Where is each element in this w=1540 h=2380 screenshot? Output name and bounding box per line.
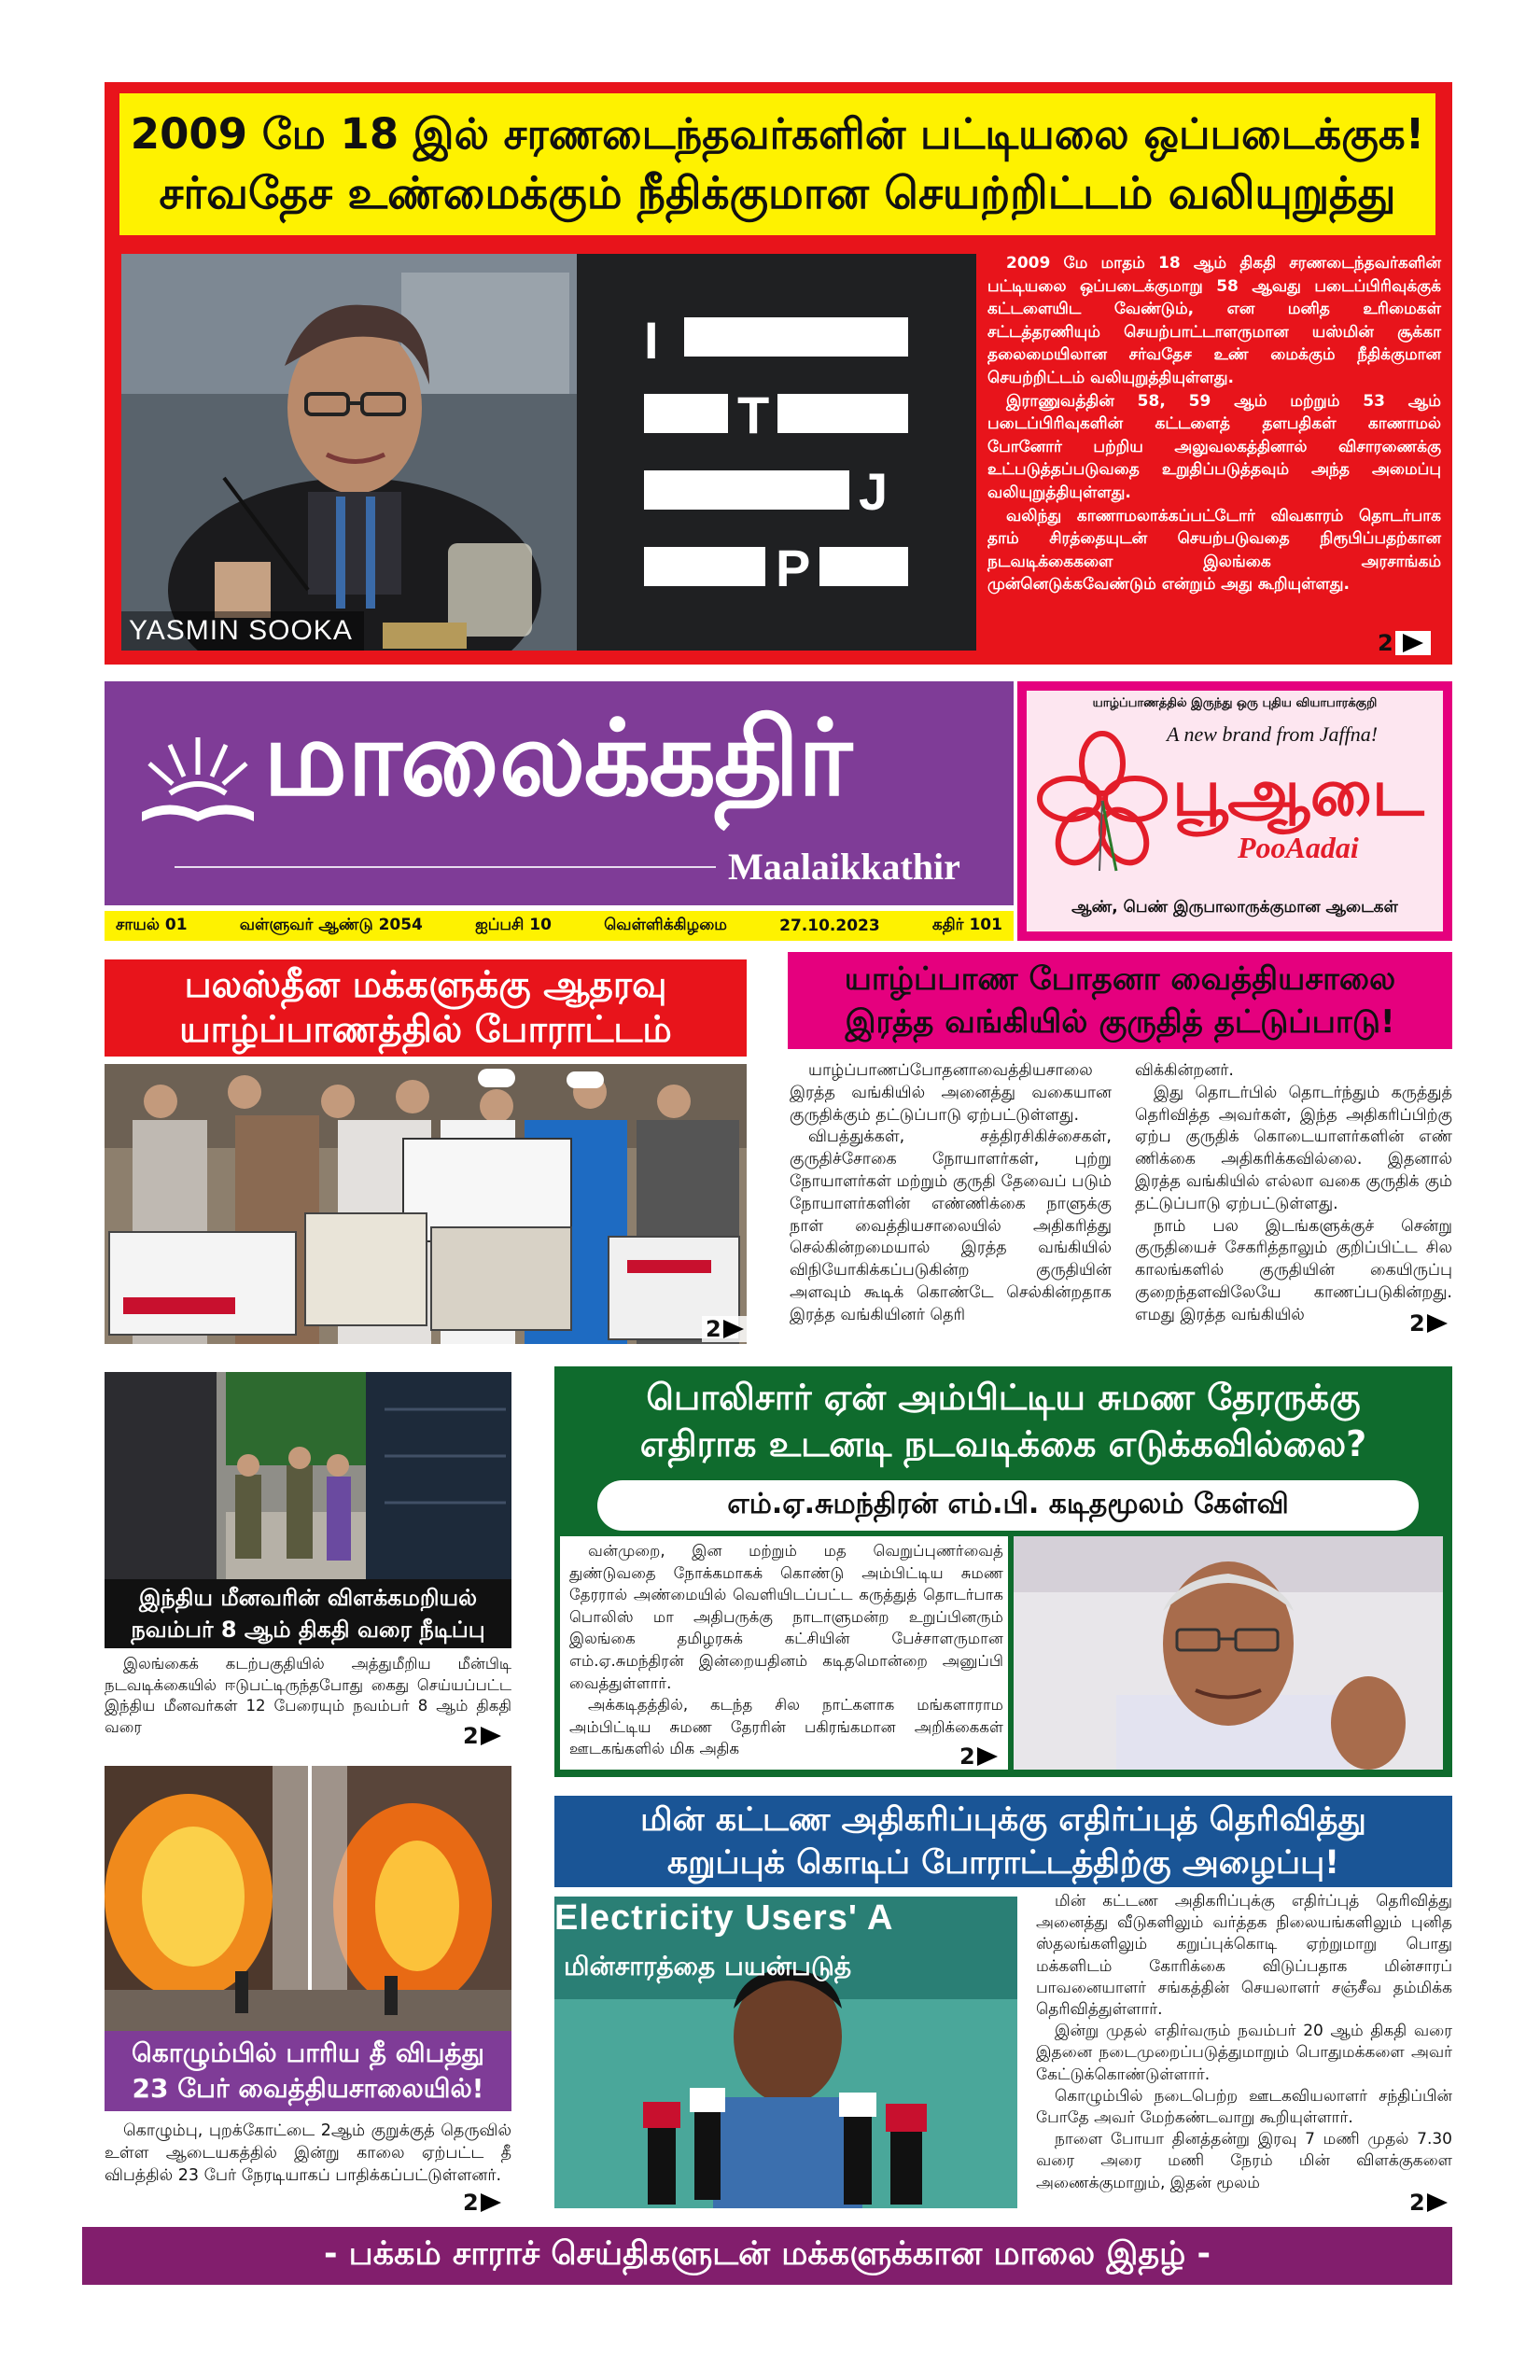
electricity-continued[interactable]: [1409, 2190, 1448, 2216]
ad-footer: ஆண், பெண் இருபாலாருக்குமான ஆடைகள்: [1071, 898, 1398, 917]
continue-arrow-box: [1395, 631, 1431, 655]
police-subheadline-box: [597, 1480, 1419, 1531]
yasmin-sooka-illustration: [121, 254, 577, 651]
electricity-banner-en: Electricity Users' A: [554, 1898, 894, 1938]
ad-brand-en: PooAadai: [1238, 831, 1359, 864]
poo-aadai-ad[interactable]: [1017, 681, 1452, 941]
top-story-headline-box: [119, 93, 1435, 235]
itjp-logo-panel: [577, 254, 976, 651]
itjp-bar-1: [684, 317, 908, 357]
dateline-day: வெள்ளிக்கிழமை: [604, 916, 727, 934]
itjp-letter-p: P: [776, 539, 811, 597]
blood-continued[interactable]: [1409, 1310, 1448, 1337]
masthead-title: மாலைக்கதிர்: [263, 698, 851, 819]
fishermen-headline-box: [105, 1579, 511, 1648]
police-subheadline: எம்.ஏ.சுமந்திரன் எம்.பி. கடிதமூலம் கேள்வி: [727, 1487, 1289, 1520]
police-continued[interactable]: [959, 1743, 998, 1770]
top-story-text: [987, 252, 1441, 653]
fire-headline-box: [105, 2031, 511, 2111]
police-paragraph: வன்முறை, இன மற்றும் மத வெறுப்புணர்வைத் துண்டுவதை நோக்கமாகக் கொண்டு அம்பிட்டிய சுமண தேரரால் அண்மையில் வெளியிடப்பட்ட கருத்துத் தொடர்பாக பொலிஸ் மா அதிபருக்கு நாடாளுமன்ற உறுப்பினரும் இலங்கை தமிழரசுக் கட்சியின் பேச்சாளருமான எம்.ஏ.சுமந்திரன் இன்றையதினம் கடிதமொன்றை அனுப்பி வைத்துள்ளார்.: [569, 1542, 1003, 1692]
fire-illustration: [105, 1766, 511, 2031]
fishermen-continued-page: 2: [463, 1723, 479, 1749]
palestine-continued-page: 2: [706, 1316, 721, 1342]
electricity-headline-line2: கறுப்புக் கொடிப் போராட்டத்திற்கு அழைப்பு!: [666, 1844, 1340, 1882]
ad-english-tagline: A new brand from Jaffna!: [1167, 722, 1379, 746]
sumanthiran-photo: [1014, 1536, 1443, 1770]
blood-paragraph: நாம் பல இடங்களுக்குச் சென்று குருதியைச் சேகரித்தாலும் குறிப்பிட்ட சில காலங்களில் குருதியின் கையிருப்பு குறைந்தளவிலேயே காணப்படுகின்றது. எமது இரத்த வங்கியில்: [1135, 1216, 1452, 1324]
footer-bar: [82, 2227, 1452, 2285]
electricity-paragraph: இன்று முதல் எதிர்வரும் நவம்பர் 20 ஆம் திகதி வரை இதனை நடைமுறைப்படுத்துமாறும் பொதுமக்களை அவர் கேட்டுக்கொண்டுள்ளார்.: [1036, 2022, 1452, 2084]
electricity-banner-ta: மின்சாரத்தை பயன்படுத்: [564, 1951, 852, 1981]
blood-continued-page: 2: [1409, 1310, 1425, 1337]
dateline-date: 27.10.2023: [779, 917, 880, 935]
fire-continued[interactable]: [463, 2190, 501, 2216]
itjp-bar-4a: [644, 547, 765, 586]
fishermen-continued[interactable]: [463, 1723, 501, 1749]
police-paragraph: அக்கடிதத்தில், கடந்த சில நாட்களாக மங்களாராம அம்பிட்டிய சுமண தேரரின் பகிரங்கமான அறிக்கைகள் ஊடகங்களில் மிக அதிக: [569, 1696, 1003, 1758]
fishermen-paragraph: இலங்கைக் கடற்பகுதியில் அத்துமீறிய மீன்பிடி நடவடிக்கையில் ஈடுபட்டிருந்தபோது கைது செய்யப்பட்ட இந்திய மீனவர்கள் 12 பேரையும் நவம்பர் 8 ஆம் திகதி வரை: [105, 1655, 511, 1736]
fishermen-illustration: [105, 1372, 511, 1579]
blood-headline-line1: யாழ்ப்பாண போதனா வைத்தியசாலை: [844, 960, 1396, 998]
palestine-headline-line2: யாழ்ப்பாணத்தில் போராட்டம்: [179, 1009, 672, 1051]
yasmin-sooka-photo: [121, 254, 577, 651]
footer-slogan: - பக்கம் சாராச் செய்திகளுடன் மக்களுக்கான மாலை இதழ் -: [323, 2235, 1211, 2273]
arrow-right-icon: [1403, 634, 1423, 652]
police-headline-line1: பொலிசார் ஏன் அம்பிட்டிய சுமண தேரருக்கு: [646, 1377, 1361, 1418]
electricity-paragraph: மின் கட்டண அதிகரிப்புக்கு எதிர்ப்புத் தெரிவித்து அனைத்து வீடுகளிலும் வர்த்தக நிலையங்களிலும் புனித ஸ்தலங்களிலும் கறுப்புக்கொடி ஏற்றுமாறு பொது மக்களிடம் கோரிக்கை விடுப்பதாக மின்சாரப் பாவனையாளர் சங்கத்தின் செயலாளர் சஞ்சீவ தம்மிக்க தெரிவித்துள்ளார்.: [1036, 1892, 1452, 2020]
blood-paragraph: யாழ்ப்பாணப்போதனாவைத்தியசாலை இரத்த வங்கியில் அனைத்து வகையான குருதிக்கும் தட்டுப்பாடு ஏற்பட்டுள்ளது.: [790, 1061, 1112, 1125]
blood-column-1: [790, 1060, 1112, 1327]
top-story-headline-line1: 2009 மே 18 இல் சரணடைந்தவர்களின் பட்டியலை ஒப்படைக்குக!: [130, 109, 1425, 159]
sumanthiran-illustration: [1014, 1536, 1443, 1770]
ad-tagline: யாழ்ப்பாணத்தில் இருந்து ஒரு புதிய வியாபாரக்குறி: [1092, 696, 1378, 710]
police-continued-page: 2: [959, 1743, 975, 1770]
yasmin-sooka-caption: YASMIN SOOKA: [121, 611, 364, 651]
masthead-rule: [175, 866, 716, 868]
blood-paragraph: விபத்துக்கள், சத்திரசிகிச்சைகள், குருதிச்சோகை நோயாளர்கள், புற்று நோயாளர்கள் மற்றும் குருதி தேவைப் படும் நோயாளர்களின் எண்ணிக்கை நாளுக்கு நாள் வைத்தியசாலையில் அதிகரித்து செல்கின்றமையால் இரத்த வங்கியில் விநியோகிக்கப்படுகின்ற குருதியின் அளவும் கூடிக் கொண்டே செல்கின்றதாக இரத்த வங்கியினர் தெரி: [790, 1127, 1112, 1324]
fire-paragraph: கொழும்பு, புறக்கோட்டை 2ஆம் குறுக்குத் தெருவில் உள்ள ஆடையகத்தில் இன்று காலை ஏற்பட்ட தீ விபத்தில் 23 பேர் நேரடியாகப் பாதிக்கப்பட்டுள்ளனர்.: [105, 2121, 511, 2185]
police-text: [569, 1540, 1003, 1760]
arrow-right-icon: [977, 1747, 998, 1766]
palestine-protest-photo: [105, 1064, 747, 1344]
blood-paragraph: விக்கின்றனர்.: [1135, 1061, 1234, 1080]
blood-headline-line2: இரத்த வங்கியில் குருதித் தட்டுப்பாடு!: [845, 1003, 1395, 1041]
fishermen-court-photo: [105, 1372, 511, 1579]
dateline-tamil-date: ஐப்பசி 10: [475, 916, 552, 934]
sunrise-book-logo-icon: [133, 719, 263, 849]
dateline-bar: [105, 911, 1014, 941]
masthead-subtitle: Maalaikkathir: [728, 846, 960, 888]
itjp-bar-4b: [819, 547, 908, 586]
ad-brand: பூஆடை: [1172, 754, 1424, 831]
itjp-letter-t: T: [737, 385, 770, 444]
electricity-text: [1036, 1891, 1452, 2194]
arrow-right-icon: [481, 1727, 501, 1745]
blood-paragraph: இது தொடர்பில் தொடர்ந்தும் கருத்துத் தெரிவித்த அவர்கள், இந்த அதிகரிப்பிற்கு ஏற்ப குருதிக் கொடையாளர்களின் எண் ணிக்கை அதிகரிக்கவில்லை. இதனால் இரத்த வங்கியில் எல்லா வகை குருதிக் கும் தட்டுப்பாடு ஏற்பட்டுள்ளது.: [1135, 1083, 1452, 1213]
top-story-continued-page: 2: [1378, 630, 1393, 656]
electricity-paragraph: நாளை போயா தினத்தன்று இரவு 7 மணி முதல் 7.30 வரை அரை மணி நேரம் மின் விளக்குகளை அணைக்குமாறும், இதன் மூலம்: [1036, 2130, 1452, 2192]
top-story-paragraph: 2009 மே மாதம் 18 ஆம் திகதி சரணடைந்தவர்களின் பட்டியலை ஒப்படைக்குமாறு 58 ஆவது படைப்பிரிவுக்குக் கட்டளையிட வேண்டும், என மனித உரிமைகள் சட்டத்தரணியும் செயற்பாட்டாளருமான யஸ்மின் சூக்கா தலைமையிலான சர்வதேச உண் மைக்கும் நீதிக்குமான செயற்றிட்டம் வலியுறுத்தியுள்ளது.: [987, 254, 1441, 387]
fire-headline-line2: 23 பேர் வைத்தியசாலையில்!: [132, 2073, 484, 2104]
palestine-headline-line1: பலஸ்தீன மக்களுக்கு ஆதரவு: [184, 964, 667, 1006]
arrow-right-icon: [481, 2193, 501, 2212]
top-story-headline-line2: சர்வதேச உண்மைக்கும் நீதிக்குமான செயற்றிட்டம் வலியுறுத்து: [159, 168, 1396, 219]
arrow-right-icon: [723, 1320, 744, 1338]
dateline-year: வள்ளுவர் ஆண்டு 2054: [239, 916, 423, 934]
fishermen-text: [105, 1654, 511, 1738]
electricity-headline-line1: மின் கட்டண அதிகரிப்புக்கு எதிர்ப்புத் தெரிவித்து: [640, 1801, 1366, 1839]
palestine-continued[interactable]: [702, 1316, 747, 1342]
masthead: [105, 681, 1014, 905]
fire-photo: [105, 1766, 511, 2031]
electricity-headline-box: [554, 1796, 1452, 1887]
blood-headline-box: [788, 952, 1452, 1049]
dateline-issue: கதிர் 101: [931, 916, 1002, 934]
ad-inner: [1027, 691, 1443, 931]
fire-text: [105, 2121, 511, 2187]
electricity-illustration: [554, 1897, 1017, 2208]
flower-logo-icon: [1032, 726, 1172, 875]
top-story-paragraph: வலிந்து காணாமலாக்கப்பட்டோர் விவகாரம் தொடர்பாக தாம் சிரத்தையுடன் செயற்படுவதை நிரூபிப்பதற்கான நடவடிக்கைகளை இலங்கை அரசாங்கம் முன்னெடுக்கவேண்டும் என்றும் அது கூறியுள்ளது.: [987, 506, 1441, 595]
fishermen-headline-line1: இந்திய மீனவரின் விளக்கமறியல்: [139, 1585, 477, 1611]
electricity-press-photo: [554, 1897, 1017, 2208]
police-headline: [560, 1374, 1447, 1467]
top-story-paragraph: இராணுவத்தின் 58, 59 ஆம் மற்றும் 53 ஆம் படைப்பிரிவுகளின் கட்டளைத் தளபதிகள் காணாமல் போனோர் பற்றிய அலுவலகத்தினால் விசாரணைக்கு உட்படுத்தப்படுவதை உறுதிப்படுத்தவும் அந்த அமைப்பு வலியுறுத்தியுள்ளது.: [987, 391, 1441, 502]
blood-column-2: [1135, 1060, 1452, 1327]
fishermen-headline-line2: நவம்பர் 8 ஆம் திகதி வரை நீடிப்பு: [131, 1617, 485, 1643]
fire-continued-page: 2: [463, 2190, 479, 2216]
fire-headline-line1: கொழும்பில் பாரிய தீ விபத்து: [132, 2037, 484, 2068]
electricity-paragraph: கொழும்பில் நடைபெற்ற ஊடகவியலாளர் சந்திப்பின் போதே அவர் மேற்கண்டவாறு கூறியுள்ளார்.: [1036, 2086, 1452, 2128]
itjp-letter-i: I: [644, 311, 659, 370]
top-story-continued[interactable]: [1378, 630, 1431, 656]
itjp-bar-2b: [777, 394, 908, 433]
electricity-continued-page: 2: [1409, 2190, 1425, 2216]
arrow-right-icon: [1427, 2193, 1448, 2212]
itjp-bar-2a: [644, 394, 728, 433]
itjp-bar-3: [644, 470, 849, 510]
palestine-headline-box: [105, 959, 747, 1057]
itjp-letter-j: J: [859, 462, 889, 521]
palestine-protest-illustration: [105, 1064, 747, 1344]
police-headline-line2: எதிராக உடனடி நடவடிக்கை எடுக்கவில்லை?: [639, 1423, 1367, 1464]
arrow-right-icon: [1427, 1314, 1448, 1333]
dateline-volume: சாயல் 01: [116, 916, 188, 934]
